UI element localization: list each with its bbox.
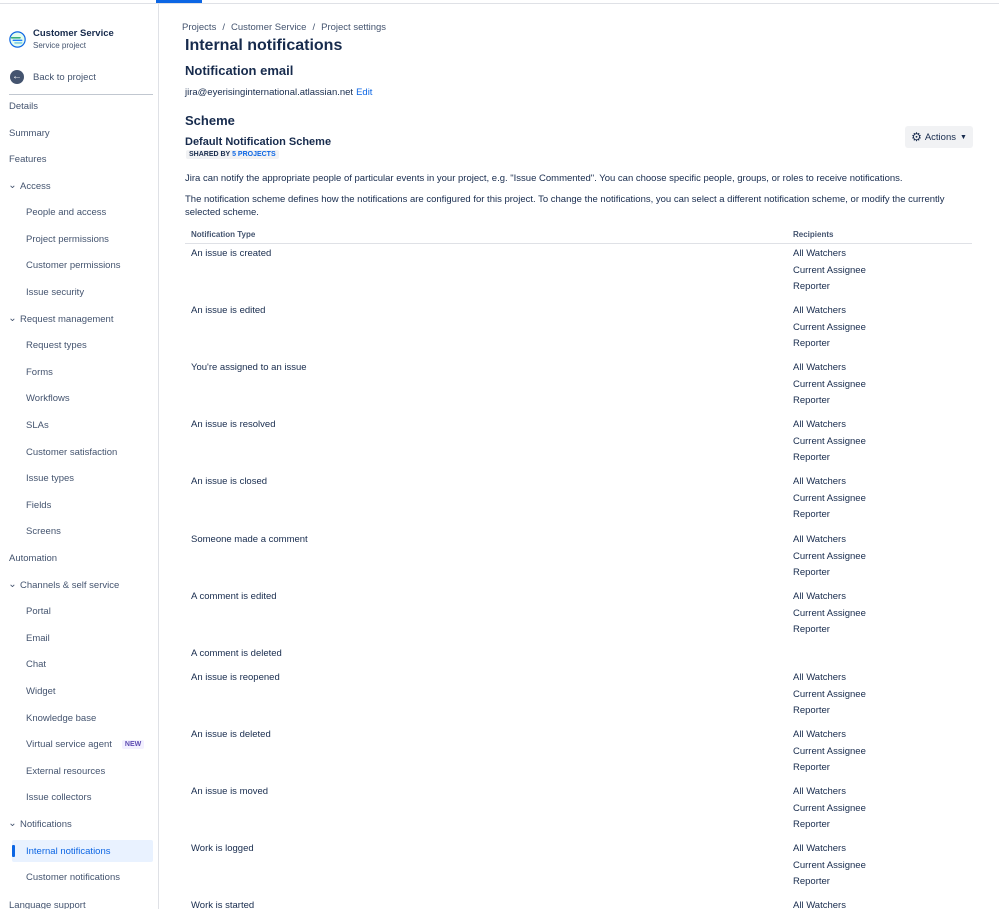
recipient: Reporter <box>793 281 830 293</box>
sidebar-item-label: Project permissions <box>26 233 109 245</box>
sidebar-item-label: Screens <box>26 525 61 537</box>
sidebar-item-label: Knowledge base <box>26 712 97 724</box>
sidebar-item-label: Notifications <box>20 818 72 830</box>
sidebar-item-label: Fields <box>26 499 52 511</box>
recipient: Current Assignee <box>793 550 866 562</box>
shared-projects-link[interactable]: 5 PROJECTS <box>232 151 276 158</box>
recipients-list <box>793 248 866 298</box>
recipient: All Watchers <box>793 591 846 602</box>
notification-type: You're assigned to an issue <box>191 362 307 373</box>
table-header-divider <box>185 243 972 244</box>
breadcrumb-customer-service[interactable]: Customer Service <box>230 22 307 33</box>
recipient: All Watchers <box>793 786 846 797</box>
back-to-project-link[interactable] <box>10 70 96 84</box>
recipient: Reporter <box>793 705 830 717</box>
recipients-list <box>793 305 866 355</box>
recipient: Reporter <box>793 509 830 521</box>
chevron-down-icon: ▼ <box>959 133 967 141</box>
chevron-down-icon: ⌄ <box>8 579 17 590</box>
recipient: All Watchers <box>793 248 846 259</box>
notification-type: Work is started <box>191 900 255 909</box>
recipient: All Watchers <box>793 476 846 487</box>
sidebar-item-summary[interactable] <box>0 122 153 144</box>
gear-icon: ⚙ <box>911 130 922 144</box>
sidebar-item-label: Forms <box>26 366 53 378</box>
recipient: Reporter <box>793 624 830 636</box>
arrow-left-icon: ← <box>12 71 22 82</box>
sidebar-item-label: Channels & self service <box>20 579 120 591</box>
sidebar-item-issue-collectors[interactable] <box>0 786 153 808</box>
project-header[interactable] <box>9 28 114 52</box>
notification-type: An issue is reopened <box>191 672 280 683</box>
recipient: Current Assignee <box>793 688 866 700</box>
notification-type: An issue is edited <box>191 305 266 316</box>
sidebar-group-request-management[interactable] <box>0 308 153 330</box>
notification-type: An issue is moved <box>191 786 269 797</box>
notification-type: A comment is deleted <box>191 648 282 659</box>
notification-type: An issue is created <box>191 248 272 259</box>
sidebar-group-channels-self-service[interactable] <box>0 574 153 596</box>
sidebar-item-screens[interactable] <box>0 520 153 542</box>
sidebar-item-label: Workflows <box>26 392 70 404</box>
recipient: Current Assignee <box>793 435 866 447</box>
recipient: All Watchers <box>793 729 846 740</box>
edit-email-link[interactable]: Edit <box>356 87 373 98</box>
sidebar-item-label: Issue types <box>26 472 75 484</box>
column-header-recipients: Recipients <box>793 230 834 239</box>
sidebar-item-label: Access <box>20 180 51 192</box>
sidebar-item-label: Issue security <box>26 286 85 298</box>
sidebar-item-label: Widget <box>26 685 56 697</box>
project-name: Customer Service <box>33 28 114 39</box>
sidebar-item-external-resources[interactable] <box>0 760 153 782</box>
sidebar-item-virtual-service-agent[interactable] <box>0 733 153 755</box>
shared-by-label: SHARED BY <box>189 151 231 158</box>
chevron-down-icon: ⌄ <box>8 818 17 829</box>
recipient: All Watchers <box>793 534 846 545</box>
sidebar-item-language-support[interactable] <box>0 894 153 909</box>
recipients-list <box>793 843 866 893</box>
sidebar-item-label: SLAs <box>26 419 49 431</box>
chevron-down-icon: ⌄ <box>8 313 17 324</box>
sidebar-item-label: Customer satisfaction <box>26 446 118 458</box>
breadcrumb <box>182 22 386 33</box>
sidebar-item-automation[interactable] <box>0 547 153 569</box>
recipient: Current Assignee <box>793 745 866 757</box>
scheme-heading: Scheme <box>185 113 235 128</box>
recipient: Reporter <box>793 338 830 350</box>
recipient: Current Assignee <box>793 492 866 504</box>
recipient: Reporter <box>793 762 830 774</box>
scheme-description-2: The notification scheme defines how the notifications are configured for this project. To change the notifications, you can select a different notification scheme, or modify the currently selected scheme. <box>185 194 945 218</box>
sidebar-item-label: Issue collectors <box>26 791 92 803</box>
active-top-tab-indicator <box>156 0 202 3</box>
actions-label: Actions <box>924 131 956 143</box>
recipient: All Watchers <box>793 305 846 316</box>
sidebar-item-label: People and access <box>26 206 107 218</box>
sidebar-item-label: Customer notifications <box>26 871 120 883</box>
sidebar-item-internal-notifications[interactable] <box>12 840 153 862</box>
notification-type: Work is logged <box>191 843 254 854</box>
sidebar-group-access[interactable] <box>0 175 153 197</box>
notification-type: Someone made a comment <box>191 534 308 545</box>
sidebar-item-request-types[interactable] <box>0 334 153 356</box>
page-title: Internal notifications <box>185 37 343 54</box>
recipient: All Watchers <box>793 419 846 430</box>
recipients-list <box>793 591 866 641</box>
breadcrumb-separator: / <box>312 22 316 33</box>
sidebar-item-label: Request types <box>26 339 87 351</box>
recipient: Current Assignee <box>793 607 866 619</box>
recipient: Current Assignee <box>793 321 866 333</box>
sidebar-item-portal[interactable] <box>0 600 153 622</box>
notification-type: An issue is closed <box>191 476 268 487</box>
sidebar-item-workflows[interactable] <box>0 387 153 409</box>
recipients-list <box>793 534 866 584</box>
recipient: Reporter <box>793 395 830 407</box>
sidebar-item-label: Summary <box>9 127 50 139</box>
recipients-list <box>793 786 866 836</box>
notification-type: An issue is resolved <box>191 419 276 430</box>
sidebar-item-label: Automation <box>9 552 58 564</box>
sidebar-item-slas[interactable] <box>0 414 153 436</box>
sidebar-item-customer-satisfaction[interactable] <box>0 441 153 463</box>
recipient: Reporter <box>793 452 830 464</box>
sidebar-item-issue-types[interactable] <box>0 467 153 489</box>
recipients-list <box>793 476 866 526</box>
shared-by-lozenge <box>186 150 279 159</box>
recipients-list <box>793 900 846 909</box>
sidebar-item-knowledge-base[interactable] <box>0 707 153 729</box>
sidebar-group-notifications[interactable] <box>0 813 153 835</box>
recipient: Current Assignee <box>793 859 866 871</box>
sidebar-item-label: Portal <box>26 605 51 617</box>
notification-email-line <box>185 87 372 98</box>
recipients-list <box>793 362 866 412</box>
recipient: All Watchers <box>793 672 846 683</box>
project-logo-icon <box>9 31 26 48</box>
recipients-list <box>793 672 866 722</box>
sidebar-item-label: Request management <box>20 313 114 325</box>
sidebar-item-chat[interactable] <box>0 653 153 675</box>
breadcrumb-separator: / <box>222 22 225 33</box>
back-to-project-label: Back to project <box>33 71 96 83</box>
recipient: Reporter <box>793 819 830 831</box>
recipient: All Watchers <box>793 362 846 373</box>
recipients-list <box>793 729 866 779</box>
sidebar-item-label: External resources <box>26 765 106 777</box>
sidebar-item-label: Customer permissions <box>26 259 121 271</box>
project-type: Service project <box>33 41 86 50</box>
actions-button[interactable] <box>905 126 973 148</box>
sidebar-item-people-and-access[interactable] <box>0 201 153 223</box>
recipient: All Watchers <box>793 843 846 854</box>
new-badge: NEW <box>122 740 144 749</box>
recipient: Reporter <box>793 876 830 888</box>
sidebar-item-label: Email <box>26 632 50 644</box>
sidebar-item-fields[interactable] <box>0 494 153 516</box>
scheme-description-1: Jira can notify the appropriate people of particular events in your project, e.g. "Issue Commented". You can choose specific people, groups, or roles to receive notifications. <box>185 173 903 184</box>
column-header-notification-type: Notification Type <box>191 230 256 239</box>
sidebar-item-customer-notifications[interactable] <box>0 866 153 888</box>
recipient: Current Assignee <box>793 378 866 390</box>
sidebar-item-features[interactable] <box>0 148 153 170</box>
recipient: All Watchers <box>793 900 846 909</box>
sidebar-item-label: Internal notifications <box>26 845 111 857</box>
sidebar-item-customer-permissions[interactable] <box>0 254 153 276</box>
chevron-down-icon: ⌄ <box>8 180 17 191</box>
breadcrumb-projects[interactable]: Projects <box>182 22 217 33</box>
notification-type: A comment is edited <box>191 591 277 602</box>
sidebar-item-project-permissions[interactable] <box>0 228 153 250</box>
scheme-name: Default Notification Scheme <box>185 136 332 148</box>
recipient: Current Assignee <box>793 264 866 276</box>
notification-email-heading: Notification email <box>185 63 294 78</box>
sidebar <box>0 4 159 909</box>
recipient: Current Assignee <box>793 802 866 814</box>
sidebar-item-forms[interactable] <box>0 361 153 383</box>
sidebar-item-label: Features <box>9 153 47 165</box>
sidebar-item-label: Chat <box>26 658 47 670</box>
recipient: Reporter <box>793 567 830 579</box>
notification-type: An issue is deleted <box>191 729 271 740</box>
sidebar-item-details[interactable] <box>0 95 153 117</box>
sidebar-item-label: Details <box>9 100 39 112</box>
sidebar-item-label: Virtual service agent <box>26 738 112 750</box>
breadcrumb-project-settings[interactable]: Project settings <box>321 22 387 33</box>
sidebar-item-widget[interactable] <box>0 680 153 702</box>
recipients-list <box>793 419 866 469</box>
sidebar-item-issue-security[interactable] <box>0 281 153 303</box>
notification-email-address: jira@eyerisinginternational.atlassian.net <box>185 87 354 98</box>
sidebar-item-email[interactable] <box>0 627 153 649</box>
sidebar-item-label: Language support <box>9 899 86 909</box>
